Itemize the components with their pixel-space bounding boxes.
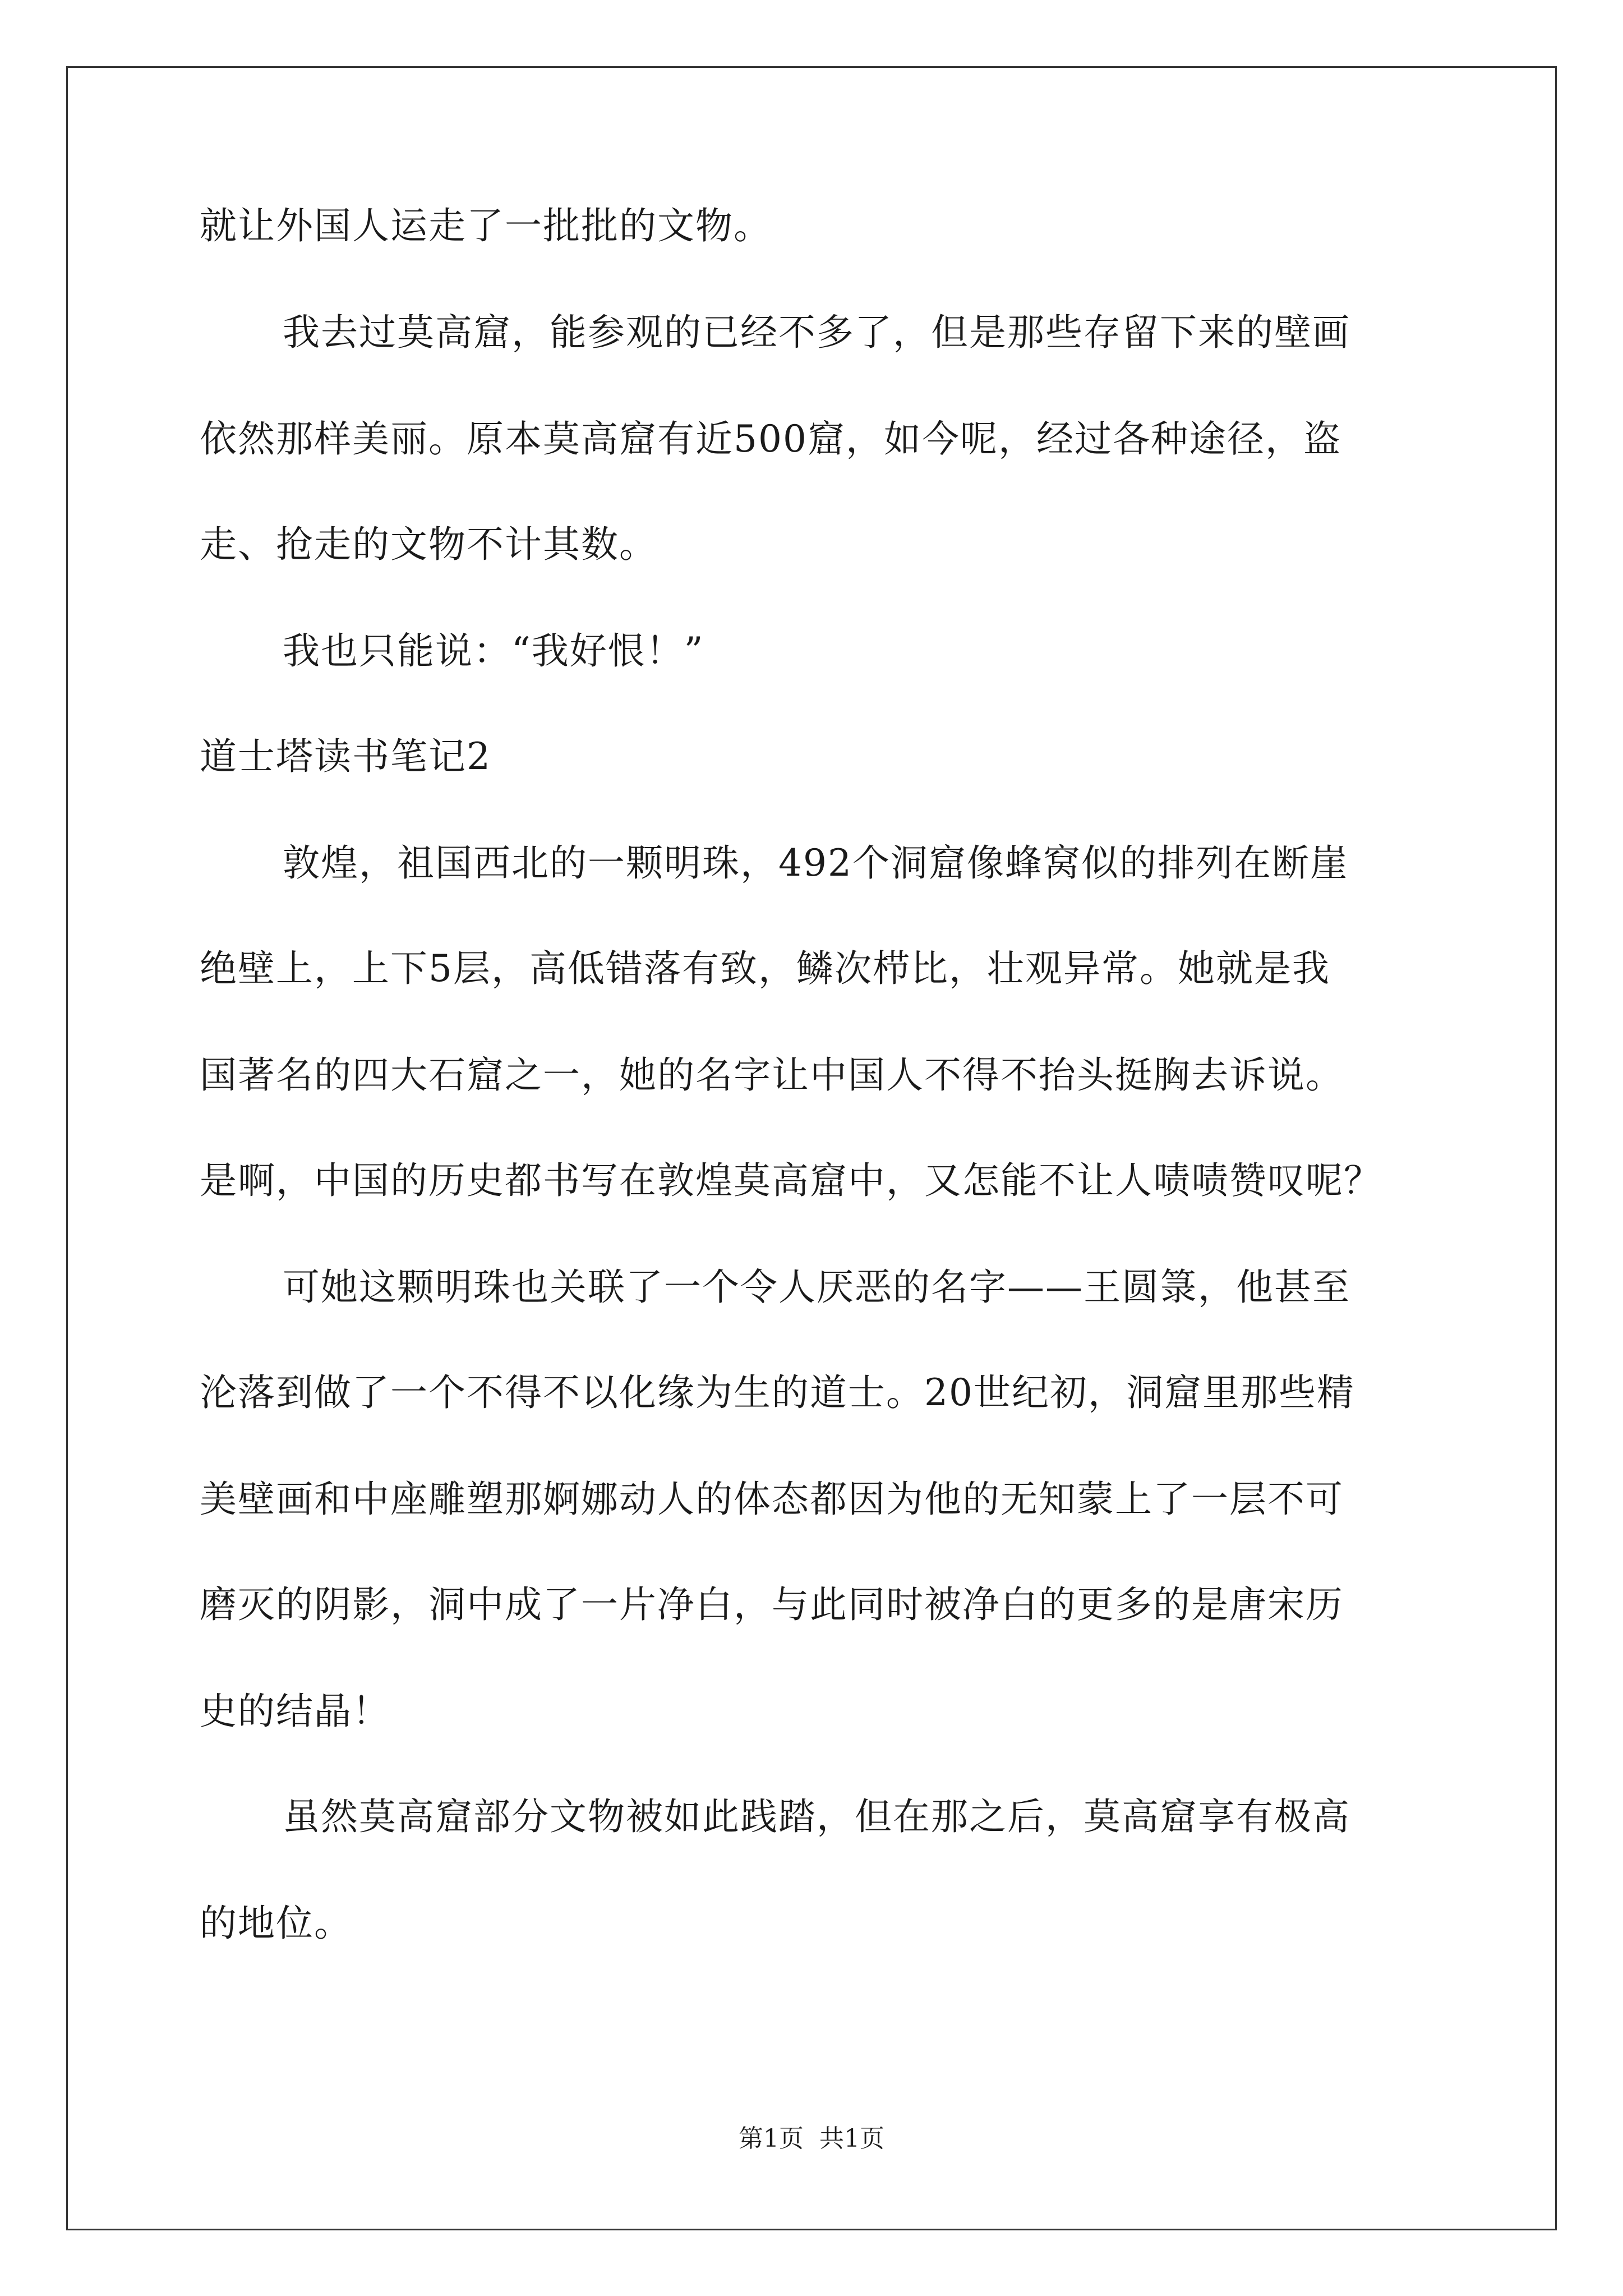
text-line-1: 就让外国人运走了一批批的文物。 xyxy=(200,204,772,247)
paragraph-line-10: 是啊，中国的历史都书写在敦煌莫高窟中，又怎能不让人啧啧赞叹呢？ xyxy=(200,1159,1382,1202)
page-number: 第1页 xyxy=(739,2124,804,2153)
paragraph-line-4: 走、抢走的文物不计其数。 xyxy=(200,523,657,566)
section-heading: 道士塔读书笔记2 xyxy=(200,735,491,778)
page-footer xyxy=(0,2125,1623,2153)
paragraph-line-16: 虽然莫高窟部分文物被如此践踏，但在那之后，莫高窟享有极高 xyxy=(283,1795,1350,1838)
paragraph-line-9: 国著名的四大石窟之一，她的名字让中国人不得不抬头挺胸去诉说。 xyxy=(200,1053,1344,1097)
paragraph-line-17: 的地位。 xyxy=(200,1902,352,1945)
paragraph-line-12: 沦落到做了一个不得不以化缘为生的道士。20世纪初，洞窟里那些精 xyxy=(200,1371,1355,1414)
paragraph-line-3: 依然那样美丽。原本莫高窟有近500窟，如今呢，经过各种途径，盗 xyxy=(200,417,1341,461)
paragraph-line-7: 敦煌，祖国西北的一颗明珠，492个洞窟像蜂窝似的排列在断崖 xyxy=(283,841,1348,885)
paragraph-line-13: 美壁画和中座雕塑那婀娜动人的体态都因为他的无知蒙上了一层不可 xyxy=(200,1478,1344,1521)
paragraph-line-15: 史的结晶！ xyxy=(200,1690,390,1733)
paragraph-line-14: 磨灭的阴影，洞中成了一片净白，与此同时被净白的更多的是唐宋历 xyxy=(200,1583,1344,1626)
page-total: 共1页 xyxy=(819,2124,884,2153)
paragraph-line-2: 我去过莫高窟，能参观的已经不多了，但是那些存留下来的壁画 xyxy=(283,311,1350,354)
paragraph-line-5: 我也只能说：“我好恨！” xyxy=(283,629,704,673)
paragraph-line-11: 可她这颗明珠也关联了一个令人厌恶的名字——王圆箓，他甚至 xyxy=(283,1266,1350,1309)
paragraph-line-8: 绝壁上，上下5层，高低错落有致，鳞次栉比，壮观异常。她就是我 xyxy=(200,947,1330,990)
